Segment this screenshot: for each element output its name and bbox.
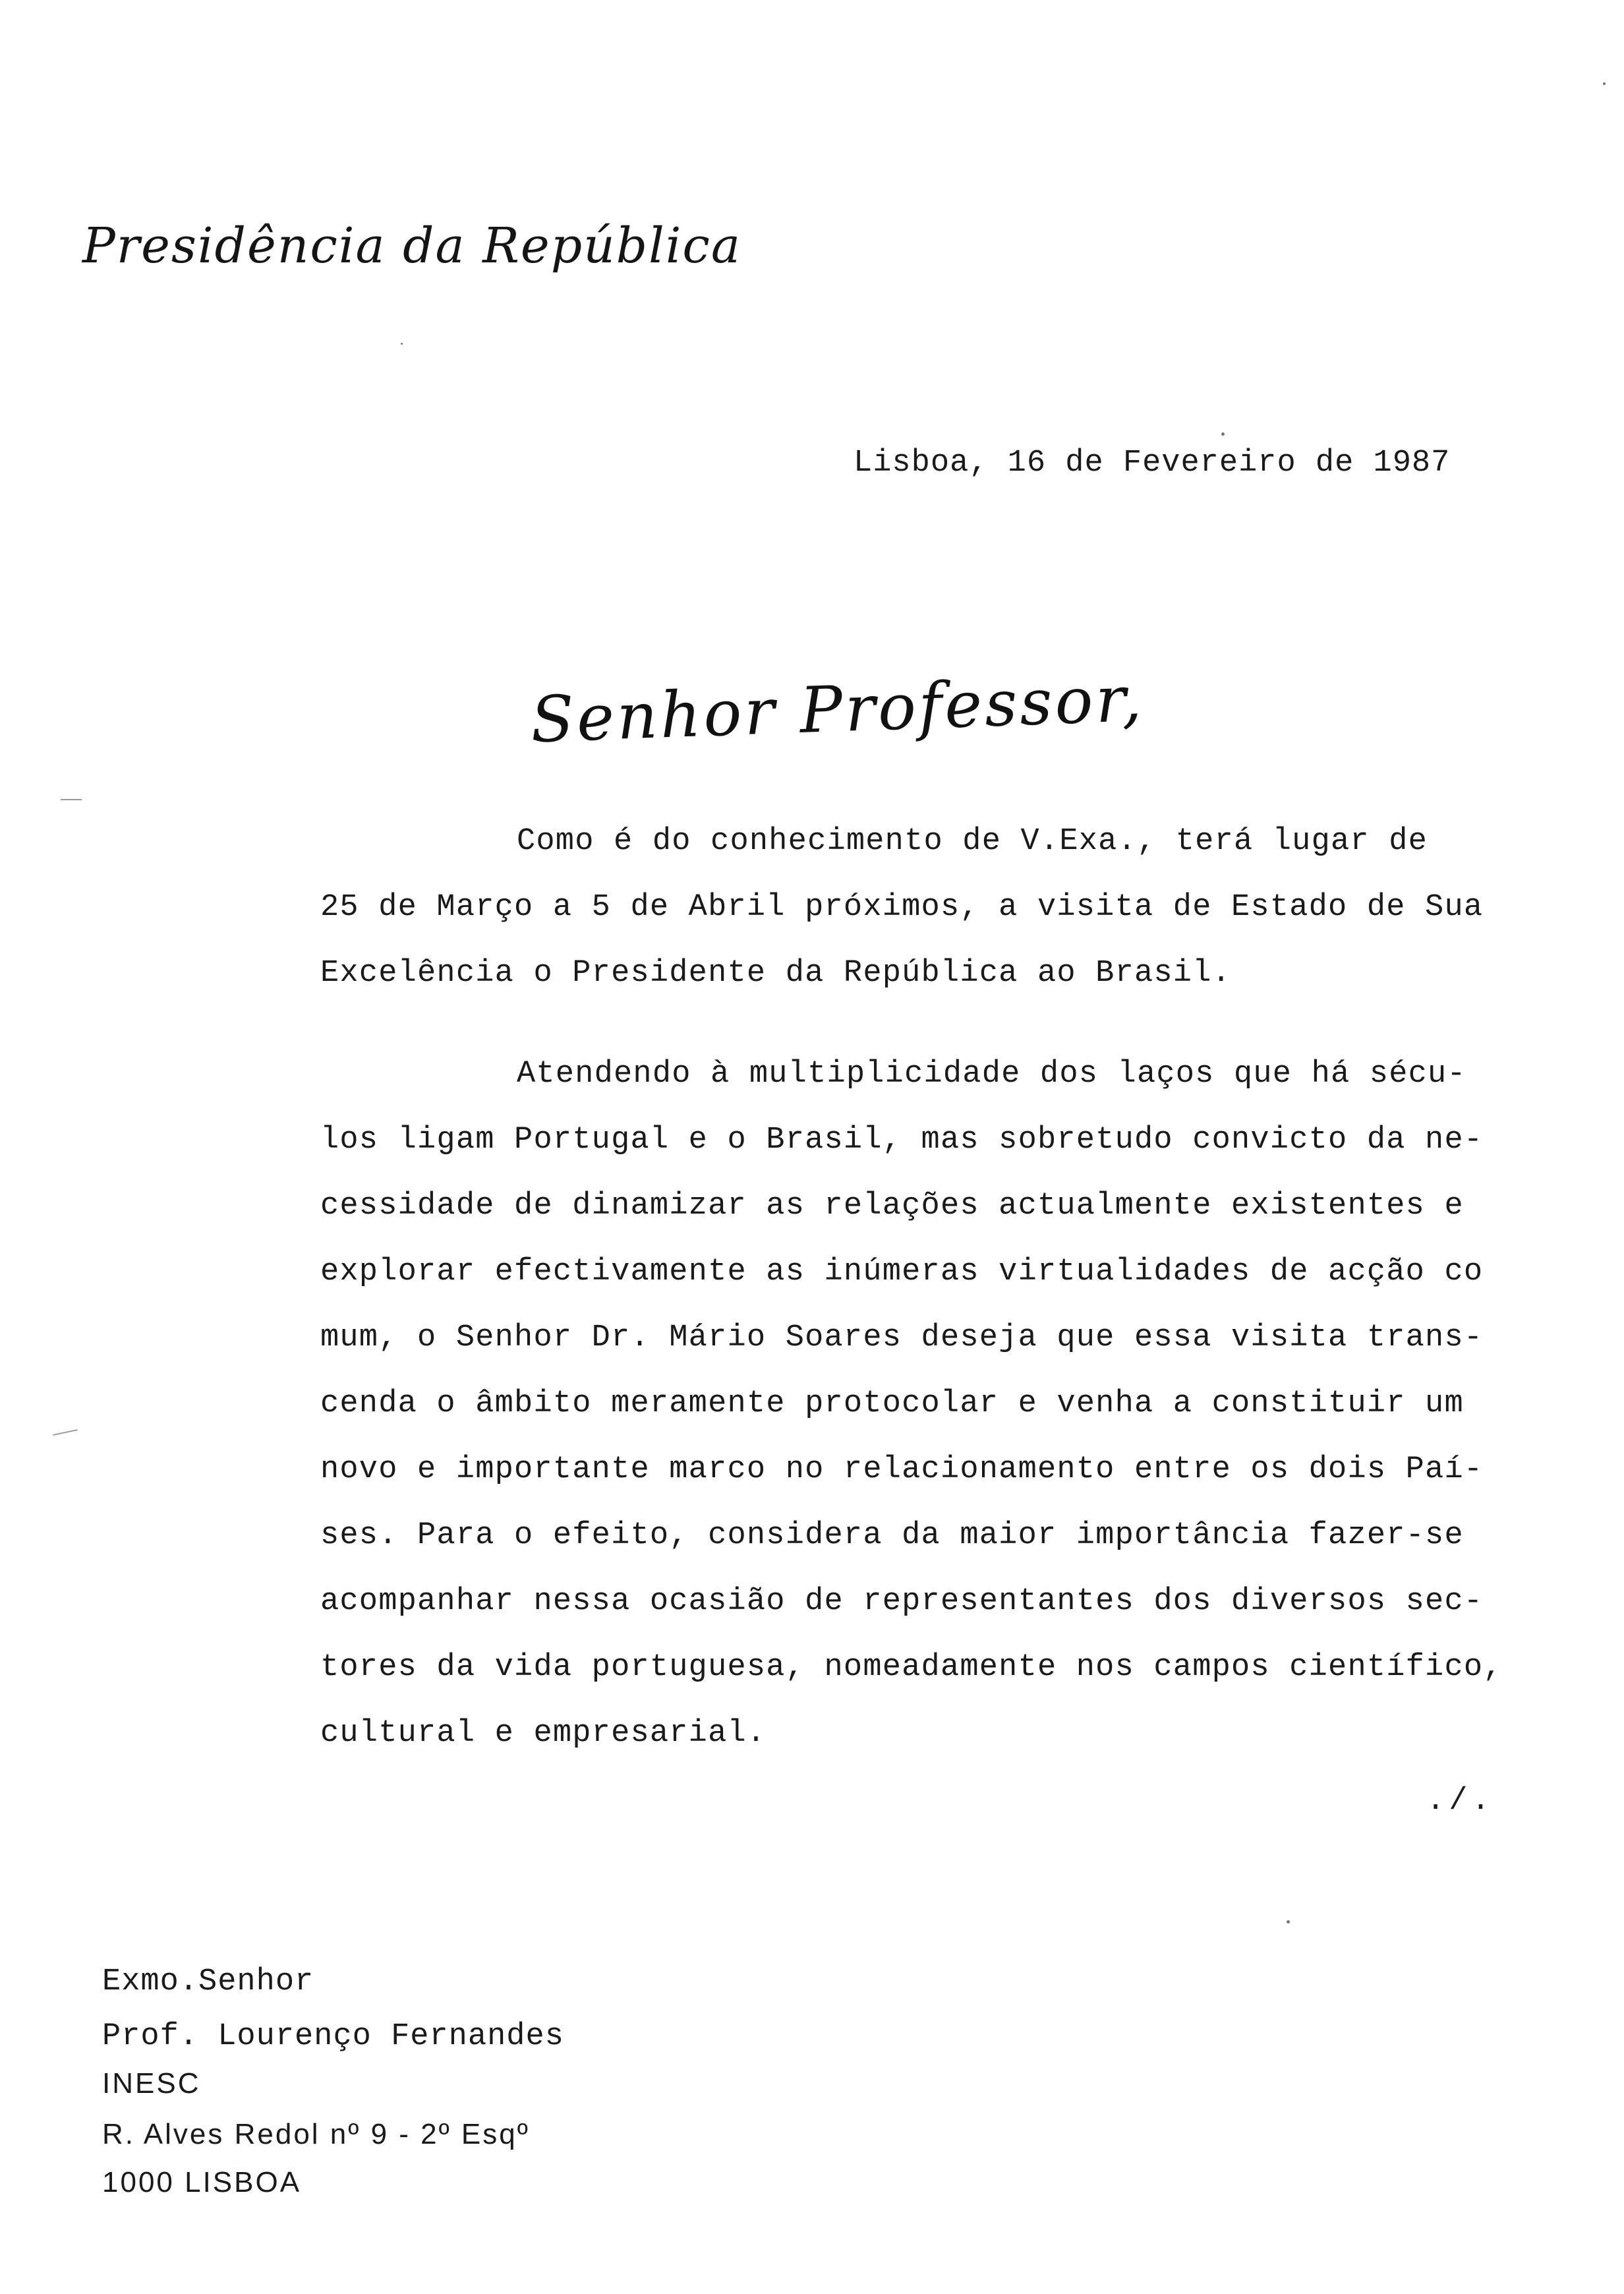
paragraph-line: 25 de Março a 5 de Abril próximos, a visita de Estado de Sua [320, 890, 1484, 925]
paragraph-line: ses. Para o efeito, considera da maior importância fazer-se [320, 1518, 1464, 1553]
recipient-salutation: Exmo.Senhor [102, 1964, 314, 1999]
continuation-mark: ./. [1426, 1784, 1494, 1819]
paragraph-line: Atendendo à multiplicidade dos laços que há sécu- [517, 1057, 1466, 1092]
recipient-street: R. Alves Redol nº 9 - 2º Esqº [102, 2118, 530, 2150]
letterhead: Presidência da República [82, 218, 741, 274]
scan-speck [1287, 1920, 1290, 1924]
paragraph-line: novo e importante marco no relacionamento entre os dois Paí- [320, 1452, 1484, 1487]
recipient-organization: INESC [102, 2067, 201, 2100]
paragraph-line: cenda o âmbito meramente protocolar e venha a constituir um [320, 1386, 1464, 1421]
paragraph-line: cultural e empresarial. [320, 1716, 767, 1751]
paragraph-line: mum, o Senhor Dr. Mário Soares deseja que essa visita trans- [320, 1320, 1484, 1355]
paragraph-line: tores da vida portuguesa, nomeadamente nos campos científico, [320, 1650, 1503, 1685]
paragraph-line: acompanhar nessa ocasião de representantes dos diversos sec- [320, 1584, 1484, 1619]
paragraph-line: explorar efectivamente as inúmeras virtualidades de acção co [320, 1254, 1484, 1289]
scan-mark [61, 799, 82, 800]
paragraph-line: Como é do conhecimento de V.Exa., terá lugar de [517, 824, 1428, 859]
paragraph-line: Excelência o Presidente da República ao Brasil. [320, 956, 1232, 991]
recipient-city: 1000 LISBOA [102, 2166, 302, 2198]
scan-speck [1603, 82, 1606, 85]
date-line: Lisboa, 16 de Fevereiro de 1987 [854, 446, 1451, 481]
paragraph-line: cessidade de dinamizar as relações actualmente existentes e [320, 1189, 1464, 1223]
scan-speck [1221, 432, 1225, 436]
handwritten-salutation: Senhor Professor, [529, 661, 1146, 757]
paragraph-line: los ligam Portugal e o Brasil, mas sobretudo convicto da ne- [320, 1123, 1484, 1158]
recipient-name: Prof. Lourenço Fernandes [102, 2019, 564, 2054]
scan-speck [401, 343, 403, 345]
scan-mark [53, 1429, 78, 1436]
